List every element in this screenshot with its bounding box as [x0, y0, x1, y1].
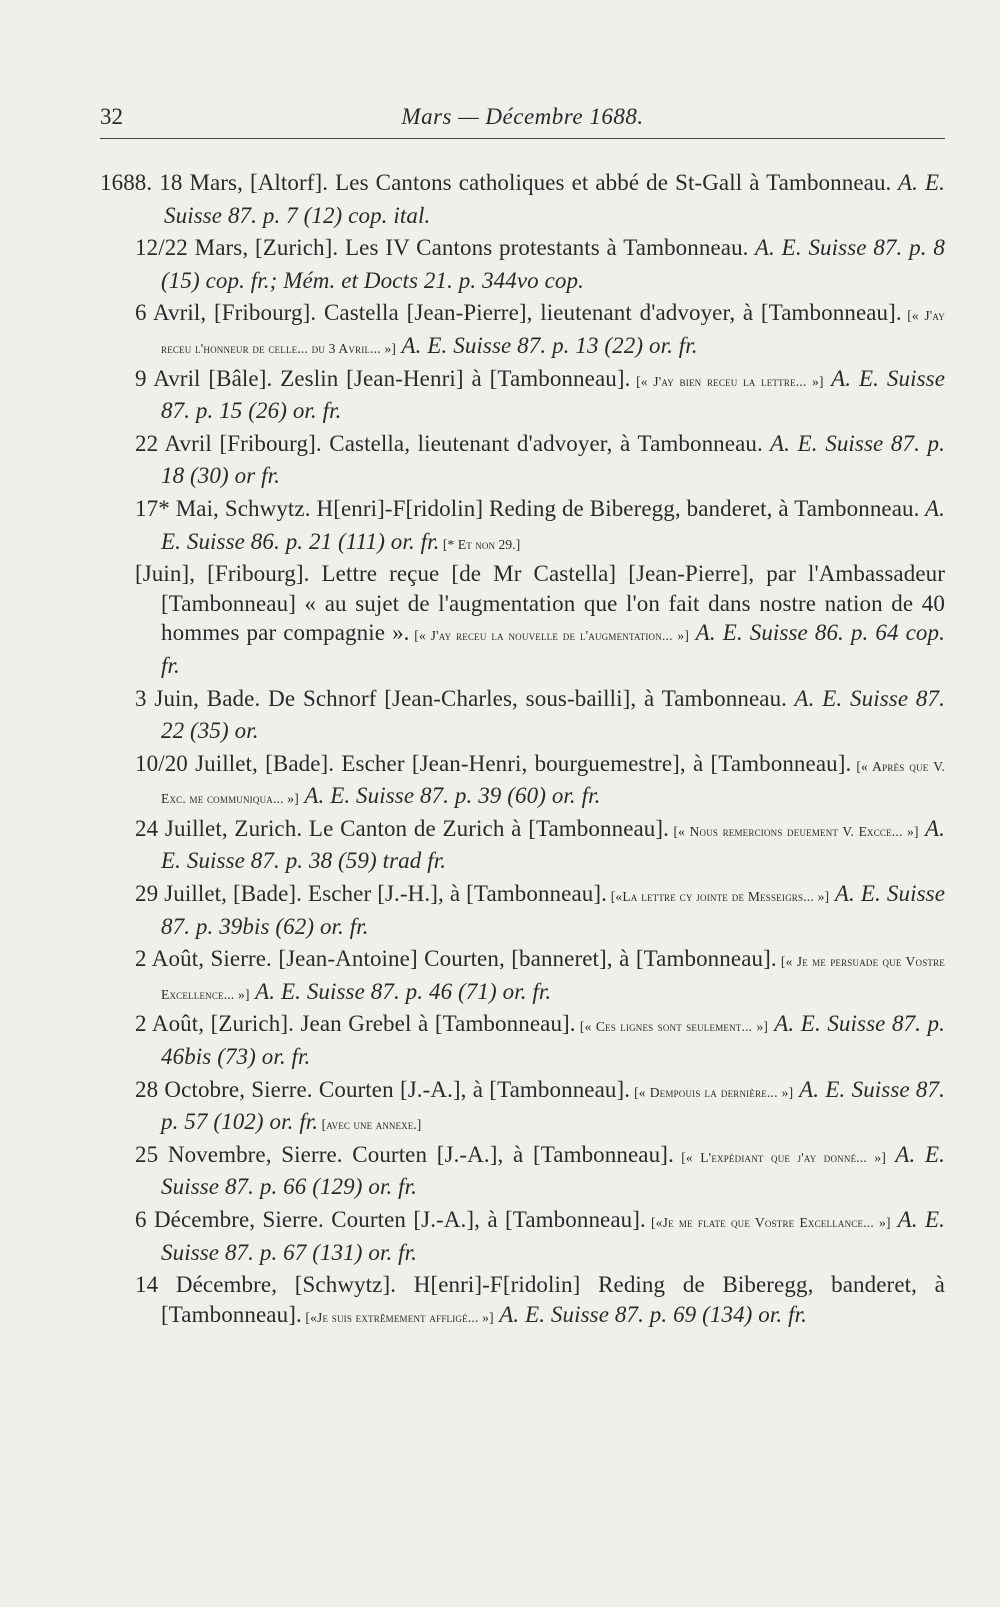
- entry-date: 25 Novembre, Sierre.: [135, 1141, 343, 1167]
- entry-text: Zeslin [Jean-Henri] à [Tambonneau].: [272, 365, 631, 391]
- entry-list: [100, 168, 945, 1332]
- entry-quote: [« J'ay receu l'honneur de celle... du 3 Avril... »]: [161, 308, 945, 356]
- page-number: 32: [100, 104, 123, 129]
- list-item: [100, 1009, 945, 1074]
- entry-date: 12/22 Mars, [Zurich].: [135, 235, 339, 261]
- entry-reference: A. E. Suisse 87. p. 39bis (62) or. fr.: [161, 881, 946, 939]
- entry-date: 17* Mai, Schwytz.: [135, 495, 311, 521]
- entry-reference: A. E. Suisse 87. p. 69 (134) or. fr.: [493, 1301, 807, 1327]
- list-item: [100, 429, 945, 494]
- list-item: [100, 814, 945, 879]
- entry-text: Castella [Jean-Pierre], lieutenant d'advoyer, à [Tambonneau].: [316, 300, 902, 326]
- list-item: [100, 298, 945, 363]
- list-item: [100, 1270, 945, 1332]
- entry-text: H[enri]-F[ridolin] Reding de Biberegg, banderet, à [Tambonneau].: [161, 1272, 945, 1327]
- entry-reference: A. E. Suisse 87. p. 39 (60) or. fr.: [298, 783, 601, 809]
- list-item: [100, 879, 945, 944]
- entry-text: Les IV Cantons protestants à Tambonneau.: [338, 235, 749, 261]
- entry-reference: A. E. Suisse 87. p. 57 (102) or. fr.: [161, 1076, 945, 1135]
- entry-reference: A. E. Suisse 86. p. 21 (111) or. fr.: [161, 495, 945, 554]
- entry-date: 14 Décembre, [Schwytz].: [135, 1272, 397, 1298]
- entry-reference: A. E. Suisse 87. 22 (35) or.: [161, 685, 945, 744]
- entry-text: Courten [J.-A.], à [Tambonneau].: [323, 1207, 646, 1232]
- entry-quote: [«Je suis extrêmement affligé... »]: [301, 1309, 494, 1325]
- entry-quote: [« Nous remercions deuement V. Excce... »]: [669, 823, 919, 839]
- list-item: [100, 1140, 945, 1205]
- entry-date: 22 Avril [Fribourg].: [135, 430, 322, 456]
- entry-note: [avec une annexe.]: [318, 1117, 422, 1133]
- entry-date: 24 Juillet, Zurich.: [135, 815, 303, 841]
- list-item: [100, 168, 945, 233]
- entry-quote: [« Je me persuade que Vostre Excellence... »]: [161, 954, 945, 1002]
- entry-date: 1688. 18 Mars, [Altorf].: [100, 170, 329, 195]
- entry-quote: [«Je me flate que Vostre Excellance... »]: [645, 1215, 891, 1230]
- list-item: [100, 684, 945, 749]
- entry-text: Les Cantons catholiques et abbé de St-Gall à Tambonneau.: [328, 170, 892, 195]
- entry-reference: A. E. Suisse 87. p. 13 (22) or. fr.: [396, 332, 698, 358]
- list-item: [100, 944, 945, 1009]
- page-header: [100, 104, 945, 139]
- list-item: [100, 364, 945, 429]
- entry-date: 10/20 Juillet, [Bade].: [135, 750, 335, 776]
- entry-text: Courten [J.-A.], à [Tambonneau].: [312, 1076, 631, 1102]
- entry-reference: A. E. Suisse 87. p. 67 (131) or. fr.: [161, 1207, 945, 1265]
- entry-reference: A. E. Suisse 87. p. 38 (59) trad fr.: [161, 815, 945, 874]
- entry-reference: A. E. Suisse 87. p. 66 (129) or. fr.: [161, 1141, 945, 1200]
- entry-date: 2 Août, [Zurich].: [135, 1011, 294, 1037]
- entry-reference: A. E. Suisse 87. p. 18 (30) or fr.: [161, 430, 945, 489]
- entry-text: Lettre reçue [de Mr Castella] [Jean-Pierre], par l'Ambassadeur [Tambonneau] « au sujet de l'augmentation que l'on fait dans nostre nation de 40 hommes par compagnie ».: [161, 561, 945, 646]
- entry-reference: A. E. Suisse 87. p. 8 (15) cop. fr.; Mém. et Docts 21. p. 344vo cop.: [161, 235, 945, 293]
- running-title: Mars — Décembre 1688.: [401, 104, 644, 129]
- list-item: [100, 1205, 945, 1270]
- list-item: [100, 1075, 945, 1140]
- entry-date: 2 Août, Sierre.: [135, 946, 272, 972]
- entry-quote: [« Après que V. Exc. me communiqua... »]: [161, 758, 946, 807]
- entry-date: 29 Juillet, [Bade].: [135, 881, 303, 907]
- entry-date: 9 Avril [Bâle].: [135, 365, 273, 391]
- entry-text: Escher [J.-H.], à [Tambonneau].: [302, 881, 607, 907]
- list-item: [100, 233, 945, 298]
- entry-quote: [« Ces lignes sont seulement... »]: [575, 1019, 769, 1035]
- entry-quote: [« J'ay receu la nouvelle de l'augmentation... »]: [409, 628, 690, 644]
- entry-quote: [« Dempouis la dernière... »]: [630, 1084, 794, 1100]
- entry-text: Courten [J.-A.], à [Tambonneau].: [342, 1141, 674, 1167]
- entry-date: [Juin], [Fribourg].: [135, 561, 310, 587]
- entry-reference: A. E. Suisse 86. p. 64 cop. fr.: [161, 620, 945, 678]
- entry-text: De Schnorf [Jean-Charles, sous-bailli], à Tambonneau.: [260, 685, 788, 711]
- entry-quote: [« L'expédiant que j'ay donné... »]: [673, 1149, 887, 1165]
- list-item: [100, 494, 945, 559]
- entry-reference: A. E. Suisse 87. p. 46 (71) or. fr.: [249, 978, 552, 1004]
- list-item: [100, 749, 945, 814]
- entry-text: [Jean-Antoine] Courten, [banneret], à [Tambonneau].: [271, 946, 777, 972]
- entry-reference: A. E. Suisse 87. p. 7 (12) cop. ital.: [164, 170, 945, 228]
- entry-date: 28 Octobre, Sierre.: [135, 1076, 313, 1102]
- entry-date: 6 Décembre, Sierre.: [135, 1207, 324, 1232]
- entry-reference: A. E. Suisse 87. p. 15 (26) or. fr.: [161, 365, 945, 424]
- entry-reference: A. E. Suisse 87. p. 46bis (73) or. fr.: [161, 1011, 945, 1070]
- entry-text: Jean Grebel à [Tambonneau].: [293, 1011, 576, 1037]
- entry-text: Escher [Jean-Henri, bourguemestre], à [Tambonneau].: [334, 750, 852, 776]
- entry-date: 3 Juin, Bade.: [135, 685, 261, 711]
- entry-quote: [« J'ay bien receu la lettre... »]: [630, 373, 824, 389]
- entry-text: Le Canton de Zurich à [Tambonneau].: [302, 815, 670, 841]
- entry-note: [* Et non 29.]: [439, 536, 521, 552]
- entry-text: Castella, lieutenant d'advoyer, à Tambonneau.: [321, 430, 763, 456]
- entry-quote: [«La lettre cy jointe de Messeigrs... »]: [606, 889, 830, 905]
- entry-date: 6 Avril, [Fribourg].: [135, 300, 317, 326]
- entry-text: H[enri]-F[ridolin] Reding de Biberegg, banderet, à Tambonneau.: [310, 495, 920, 521]
- list-item: [100, 559, 945, 683]
